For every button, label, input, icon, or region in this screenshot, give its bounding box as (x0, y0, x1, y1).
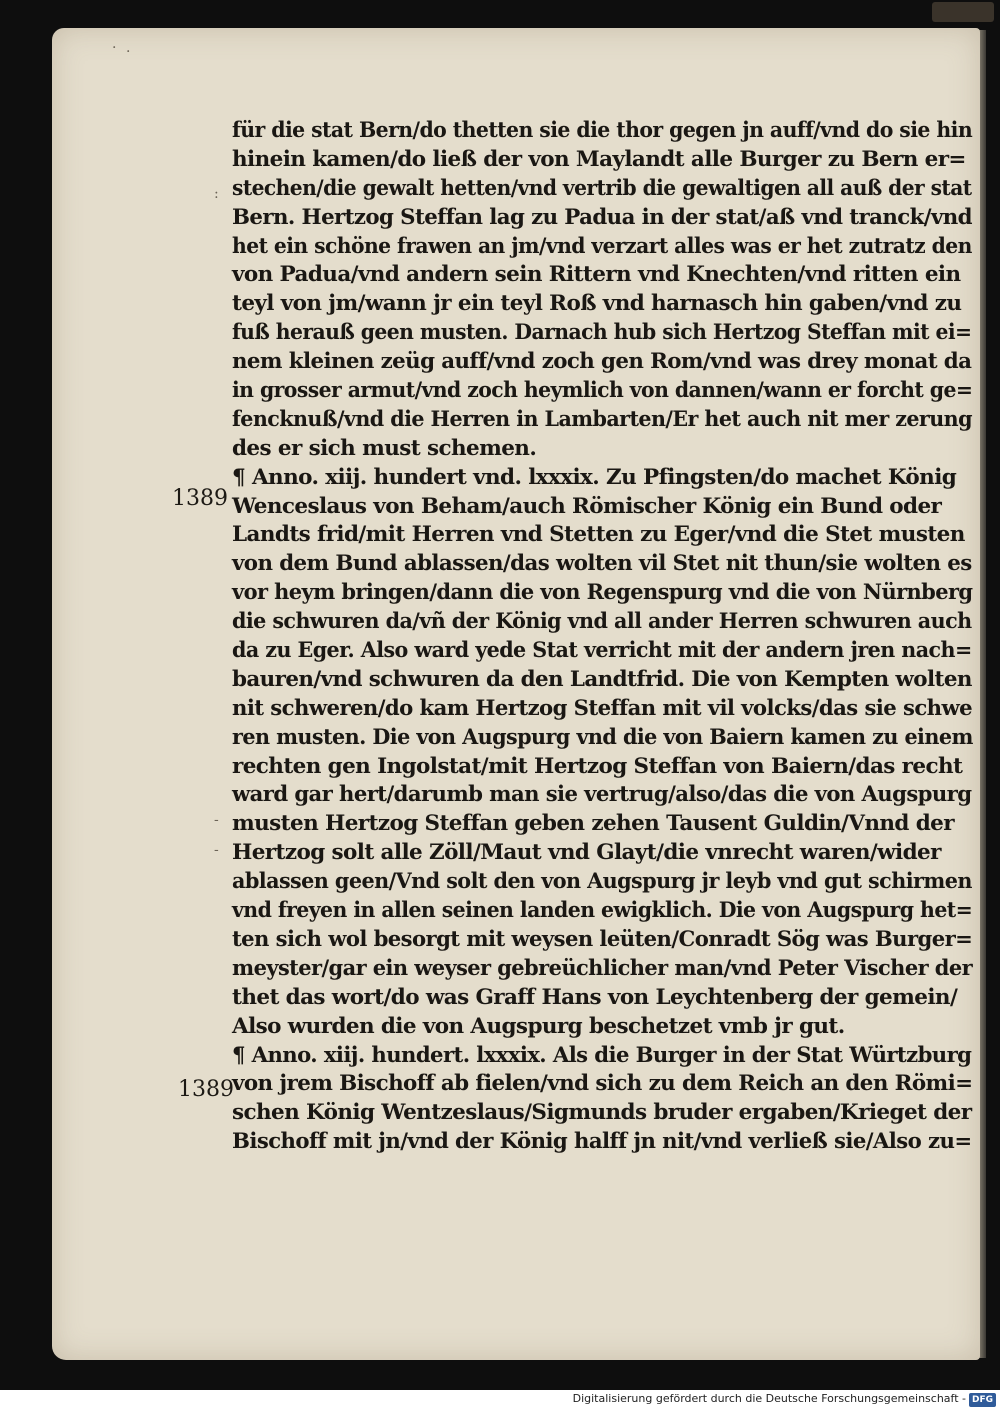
text-line: fuß herauß geen musten. Darnach hub sich Hertzog Steffan mit ei= (232, 320, 972, 346)
text-line: vor heym bringen/dann die von Regenspurg vnd die von Nürnberg (232, 580, 973, 606)
footer-credit: Digitalisierung gefördert durch die Deutsche Forschungsgemeinschaft - (572, 1392, 966, 1405)
text-line: von dem Bund ablassen/das wolten vil Stet nit thun/sie wolten es (232, 551, 972, 577)
text-line: fencknuß/vnd die Herren in Lambarten/Er het auch nit mer zerung (232, 406, 972, 432)
text-line: Bern. Hertzog Steffan lag zu Padua in der stat/aß vnd tranck/vnd (232, 204, 972, 230)
text-line: für die stat Bern/do thetten sie die thor gegen jn auff/vnd do sie hin (232, 118, 973, 143)
text-line: in grosser armut/vnd zoch heymlich von dannen/wann er forcht ge= (232, 378, 973, 404)
text-line: von jrem Bischoff ab fielen/vnd sich zu dem Reich an den Römi= (232, 1071, 973, 1097)
text-line: musten Hertzog Steffan geben zehen Tausent Guldin/Vnnd der (232, 811, 954, 837)
text-line: stechen/die gewalt hetten/vnd vertrib die gewaltigen all auß der stat (232, 175, 972, 201)
text-line: ten sich wol besorgt mit weysen leüten/Conradt Sög was Burger= (232, 926, 973, 952)
text-line: Also wurden die von Augspurg beschetzet vmb jr gut. (232, 1013, 845, 1039)
text-line: bauren/vnd schwuren da den Landtfrid. Die von Kempten wolten (232, 666, 972, 692)
digitization-footer (0, 1390, 1000, 1411)
margin-mark: - (214, 812, 219, 828)
dfg-logo[interactable]: DFG (969, 1393, 996, 1407)
margin-year: 1389 (178, 1077, 234, 1102)
margin-mark: - (214, 842, 219, 858)
paper-speck: · (112, 40, 117, 56)
text-line: vnd freyen in allen seinen landen ewigklich. Die von Augspurg het= (232, 898, 973, 924)
body-text (232, 117, 972, 1157)
text-line: des er sich must schemen. (232, 435, 537, 461)
text-line: ward gar hert/darumb man sie vertrug/also/das die von Augspurg (232, 782, 972, 808)
text-line: het ein schöne frawen an jm/vnd verzart alles was er het zutratz den (232, 233, 972, 259)
text-line: die schwuren da/vñ der König vnd all ander Herren schwuren auch (232, 609, 972, 635)
text-line: nem kleinen zeüg auff/vnd zoch gen Rom/vnd was drey monat da (232, 349, 972, 375)
text-line: Wenceslaus von Beham/auch Römischer König ein Bund oder (232, 493, 942, 519)
margin-year: 1389 (172, 486, 228, 511)
text-line: Hertzog solt alle Zöll/Maut vnd Glayt/die vnrecht waren/wider (232, 840, 941, 866)
text-line: thet das wort/do was Graff Hans von Leychtenberg der gemein/ (232, 984, 958, 1010)
text-line: ¶ Anno. xiij. hundert vnd. lxxxix. Zu Pfingsten/do machet König (232, 464, 957, 490)
text-line: teyl von jm/wann jr ein teyl Roß vnd harnasch hin gaben/vnd zu (232, 291, 962, 317)
text-line: da zu Eger. Also ward yede Stat verricht mit der andern jren nach= (232, 638, 972, 664)
paper-speck: · (126, 44, 131, 60)
scan-corner-mark (932, 2, 994, 22)
text-line: schen König Wentzeslaus/Sigmunds bruder ergaben/Krieget der (232, 1100, 972, 1126)
text-line: ¶ Anno. xiij. hundert. lxxxix. Als die Burger in der Stat Würtzburg (232, 1042, 972, 1068)
margin-mark: : (214, 186, 219, 202)
text-line: meyster/gar ein weyser gebreüchlicher man/vnd Peter Vischer der (232, 955, 973, 981)
text-line: nit schweren/do kam Hertzog Steffan mit vil volcks/das sie schwe (232, 695, 973, 721)
text-line: ablassen geen/Vnd solt den von Augspurg jr leyb vnd gut schirmen (232, 869, 972, 895)
text-line: rechten gen Ingolstat/mit Hertzog Steffan von Baiern/das recht (232, 753, 963, 779)
text-line: ren musten. Die von Augspurg vnd die von Baiern kamen zu einem (232, 724, 973, 750)
text-line: von Padua/vnd andern sein Rittern vnd Knechten/vnd ritten ein (232, 262, 961, 288)
text-line: hinein kamen/do ließ der von Maylandt alle Burger zu Bern er= (232, 146, 966, 172)
text-line: Bischoff mit jn/vnd der König halff jn nit/vnd verließ sie/Also zu= (232, 1129, 972, 1155)
text-line: Landts frid/mit Herren vnd Stetten zu Eger/vnd die Stet musten (232, 522, 965, 548)
